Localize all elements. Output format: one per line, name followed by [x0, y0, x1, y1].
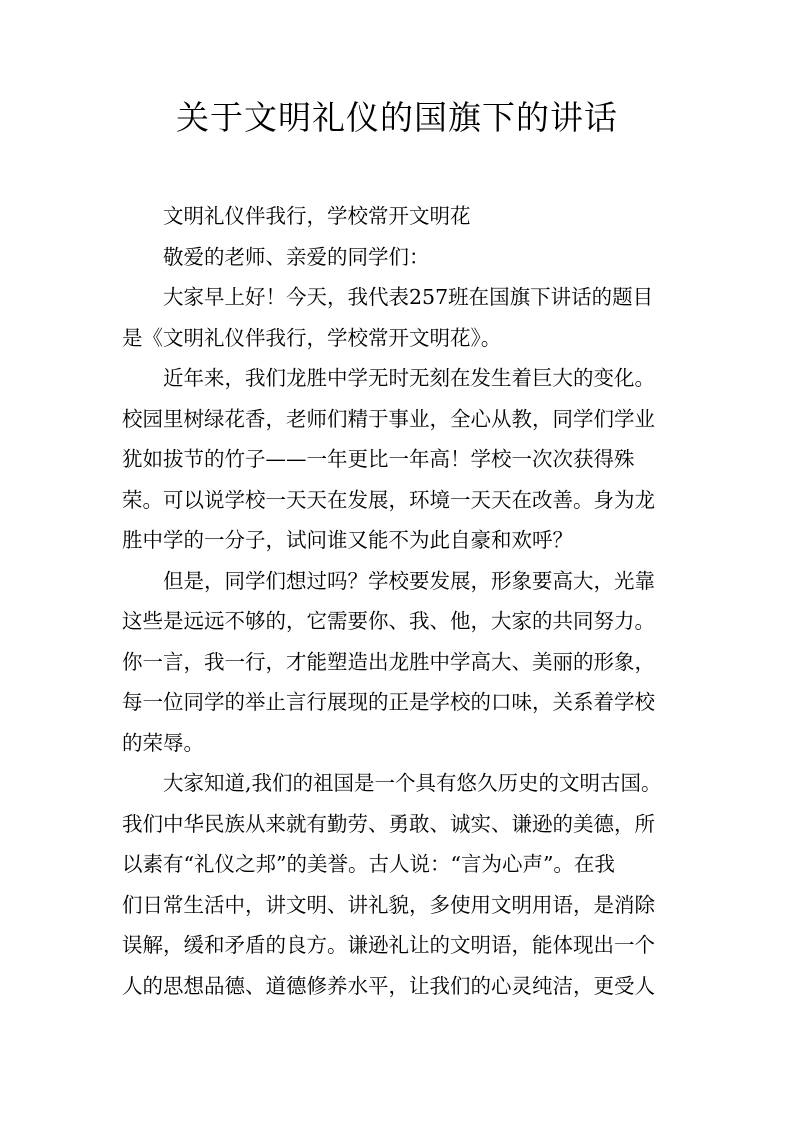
paragraph-line: 误解，缓和矛盾的良方。谦逊礼让的文明语，能体现出一个 [122, 933, 655, 957]
paragraph-line: 但是，同学们想过吗？学校要发展，形象要高大，光靠 [163, 568, 655, 593]
paragraph-line: 犹如拔节的竹子——一年更比一年高！学校一次次获得殊 [122, 447, 635, 471]
paragraph-line: 大家早上好！今天，我代表257班在国旗下讲话的题目 [163, 285, 654, 309]
paragraph-line: 每一位同学的举止言行展现的正是学校的口味，关系着学校 [122, 690, 655, 714]
paragraph-line: 们日常生活中，讲文明、讲礼貌，多使用文明用语，是消除 [122, 892, 655, 917]
paragraph-line: 校园里树绿花香，老师们精于事业，全心从教，同学们学业 [122, 406, 655, 431]
paragraph-line: 这些是远远不够的，它需要你、我、他，大家的共同努力。 [122, 609, 655, 633]
paragraph-line: 荣。可以说学校一天天在发展，环境一天天在改善。身为龙 [122, 487, 655, 512]
document-title: 关于文明礼仪的国旗下的讲话 [176, 98, 618, 137]
paragraph-line: 的荣辱。 [122, 730, 204, 755]
paragraph-line: 我们中华民族从来就有勤劳、勇敢、诚实、谦逊的美德，所 [122, 811, 655, 836]
subtitle-line: 文明礼仪伴我行，学校常开文明花 [163, 204, 471, 228]
paragraph-line: 人的思想品德、道德修养水平，让我们的心灵纯洁，更受人 [122, 973, 655, 998]
paragraph-line: 胜中学的一分子，试问谁又能不为此自豪和欢呼？ [122, 528, 573, 552]
document-body [122, 196, 678, 1006]
paragraph-line: 近年来，我们龙胜中学无时无刻在发生着巨大的变化。 [163, 366, 655, 390]
salutation-line: 敬爱的老师、亲爱的同学们： [163, 244, 430, 269]
paragraph-line: 你一言，我一行，才能塑造出龙胜中学高大、美丽的形象， [122, 649, 655, 674]
paragraph-line: 大家知道,我们的祖国是一个具有悠久历史的文明古国。 [163, 771, 662, 795]
paragraph-line: 是《文明礼仪伴我行，学校常开文明花》。 [122, 325, 502, 350]
paragraph-line: 以素有“礼仪之邦”的美誉。古人说：“言为心声”。在我 [122, 852, 615, 876]
